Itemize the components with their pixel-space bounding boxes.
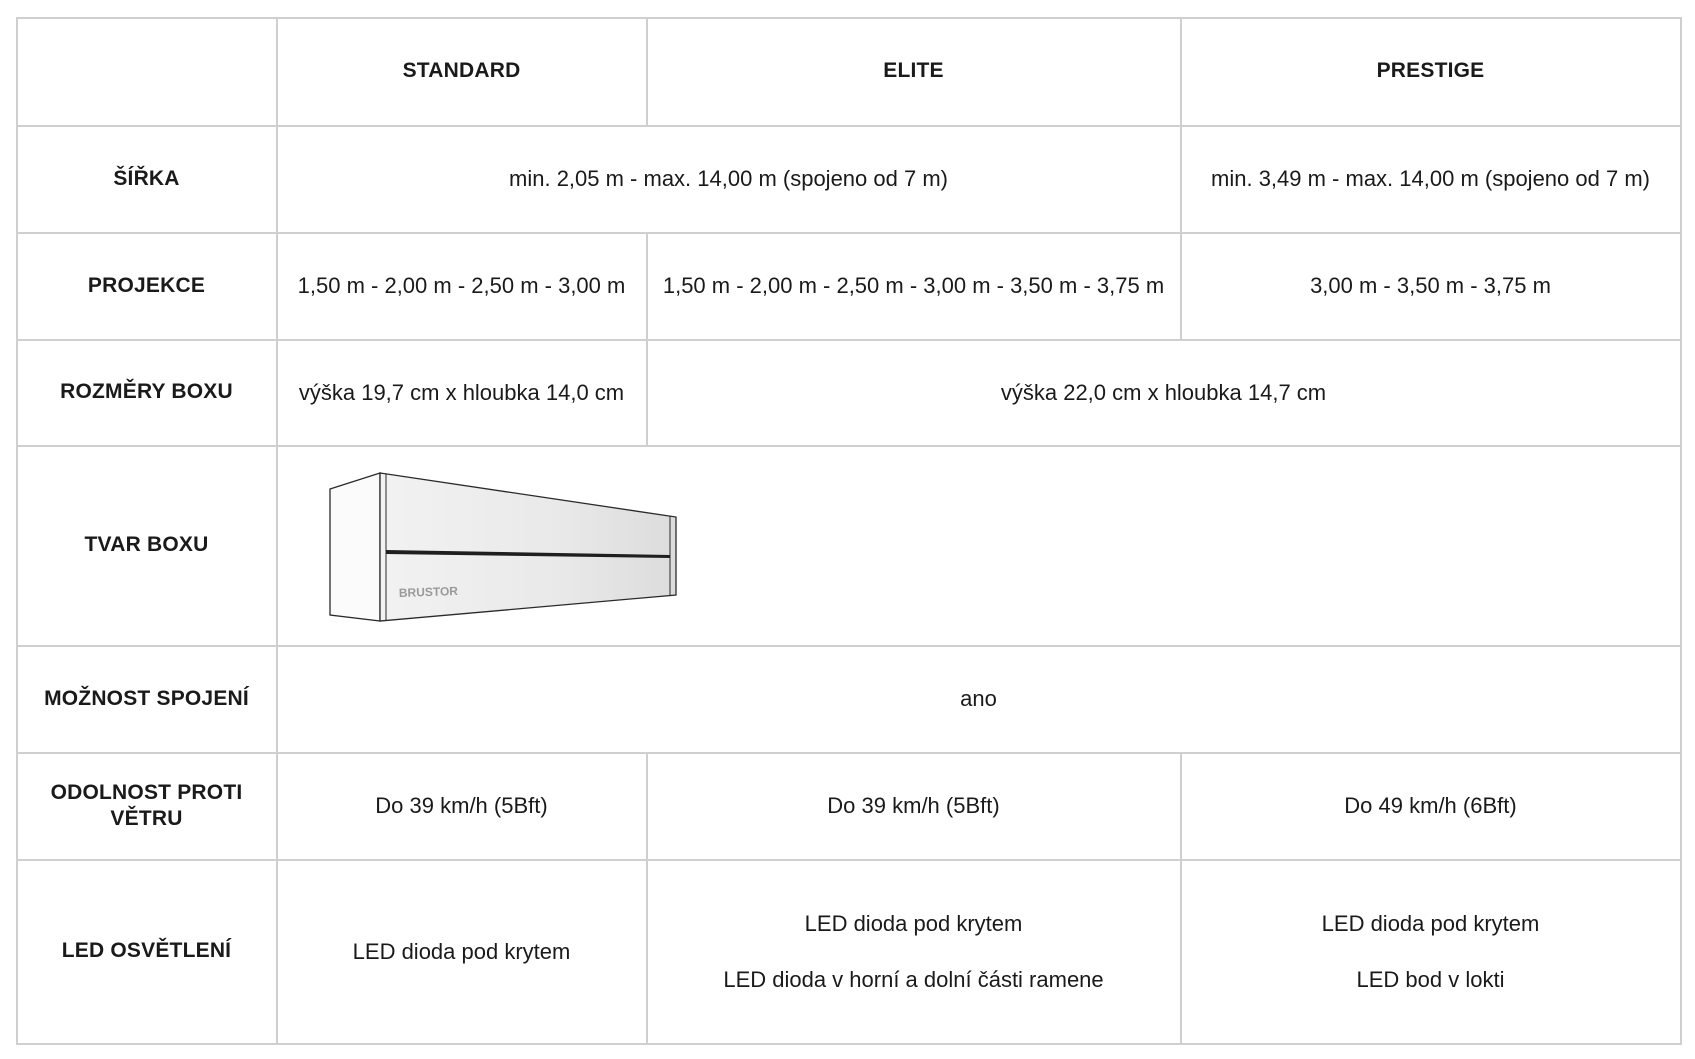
comparison-table	[16, 17, 1682, 1045]
joining-all: ano	[960, 686, 997, 712]
row-label-box-shape: TVAR BOXU	[84, 533, 209, 557]
width-standard-elite: min. 2,05 m - max. 14,00 m (spojeno od 7 m)	[509, 166, 948, 192]
row-label-wind-line1: ODOLNOST PROTI	[50, 780, 243, 804]
column-header-standard: STANDARD	[402, 59, 521, 83]
row-label-wind-line2: VĚTRU	[110, 807, 183, 830]
column-divider	[1680, 17, 1682, 1044]
led-prestige-line1: LED dioda pod krytem	[1321, 911, 1540, 936]
projection-standard: 1,50 m - 2,00 m - 2,50 m - 3,00 m	[297, 273, 626, 299]
box-brand-logo: BRUSTOR	[398, 583, 459, 600]
row-label-joining: MOŽNOST SPOJENÍ	[44, 686, 249, 710]
row-label-width: ŠÍŘKA	[113, 166, 180, 190]
led-prestige-line2: LED bod v lokti	[1356, 966, 1505, 992]
wind-resistance-standard: Do 39 km/h (5Bft)	[375, 793, 548, 819]
row-label-projection: PROJEKCE	[87, 273, 206, 297]
column-header-elite: ELITE	[883, 59, 944, 83]
column-header-prestige: PRESTIGE	[1376, 59, 1485, 83]
row-label-box-dimensions: ROZMĚRY BOXU	[60, 380, 233, 404]
width-prestige: min. 3,49 m - max. 14,00 m (spojeno od 7 m)	[1211, 166, 1650, 192]
led-elite-line1: LED dioda pod krytem	[804, 911, 1023, 936]
projection-prestige: 3,00 m - 3,50 m - 3,75 m	[1310, 273, 1551, 299]
wind-resistance-prestige: Do 49 km/h (6Bft)	[1344, 793, 1517, 819]
row-divider	[16, 1043, 1682, 1045]
projection-elite: 1,50 m - 2,00 m - 2,50 m - 3,00 m - 3,50 m - 3,75 m	[662, 273, 1165, 299]
wind-resistance-elite: Do 39 km/h (5Bft)	[827, 793, 1000, 819]
cassette-box-image	[328, 469, 688, 629]
box-dimensions-elite-prestige: výška 22,0 cm x hloubka 14,7 cm	[1000, 379, 1327, 405]
led-standard: LED dioda pod krytem	[352, 938, 571, 964]
row-label-led: LED OSVĚTLENÍ	[61, 939, 232, 963]
box-dimensions-standard: výška 19,7 cm x hloubka 14,0 cm	[298, 379, 625, 405]
row-label-wind-resistance	[17, 753, 276, 859]
led-prestige	[1181, 860, 1680, 1043]
led-elite-line2: LED dioda v horní a dolní části ramene	[723, 966, 1104, 992]
led-elite	[647, 860, 1180, 1043]
